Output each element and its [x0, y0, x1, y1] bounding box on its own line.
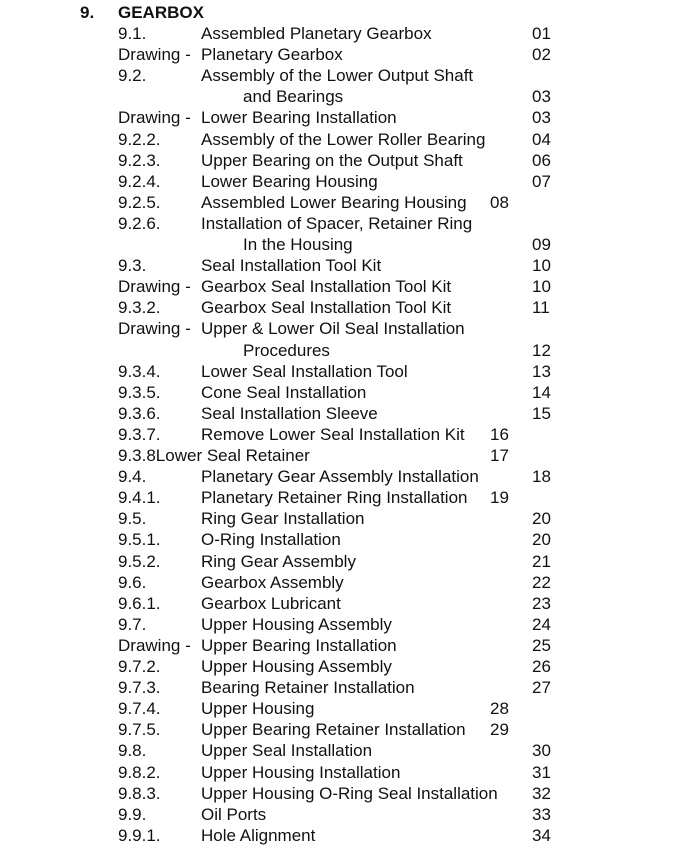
- toc-entry: [0, 719, 700, 740]
- toc-entry-title: Gearbox Seal Installation Tool Kit: [201, 298, 452, 318]
- toc-entry: [0, 255, 700, 276]
- toc-entry: [0, 382, 700, 403]
- toc-entry-page: 24: [532, 614, 551, 634]
- chapter-title: GEARBOX: [118, 3, 204, 22]
- chapter-number: 9.: [80, 3, 95, 22]
- toc-entry: [0, 192, 700, 213]
- toc-entry-title: Ring Gear Installation: [201, 509, 365, 529]
- toc-entry: [0, 340, 700, 361]
- toc-entry-title: Lower Bearing Installation: [201, 108, 397, 128]
- toc-entry-title: Assembly of the Lower Roller Bearing: [201, 129, 486, 149]
- toc-entry-title: Procedures: [243, 340, 330, 360]
- toc-entry-number: 9.4.1.: [118, 488, 161, 508]
- toc-entry-page: 27: [532, 678, 551, 698]
- toc-entry-number: 9.3.6.: [118, 403, 161, 423]
- toc-entry-number: 9.3.5.: [118, 382, 161, 402]
- toc-entry-page: 20: [532, 509, 551, 529]
- toc-entry-page: 15: [532, 403, 551, 423]
- toc-entry: [0, 487, 700, 508]
- toc-entry-title: Upper Housing Assembly: [201, 657, 392, 676]
- toc-entry: [0, 572, 700, 593]
- toc-entry: [0, 318, 700, 339]
- toc-entry-title: Gearbox Assembly: [201, 572, 344, 592]
- toc-entry: [0, 107, 700, 128]
- toc-entry: [0, 698, 700, 719]
- toc-entry-title: Assembled Lower Bearing Housing: [201, 192, 467, 212]
- toc-entry-title: Remove Lower Seal Installation Kit: [201, 424, 465, 444]
- toc-entry-page: 11: [532, 298, 550, 318]
- toc-entry-title: Upper & Lower Oil Seal Installation: [201, 319, 465, 339]
- toc-entry-page: 09: [532, 235, 551, 254]
- toc-entry: [0, 508, 700, 529]
- toc-entry-number: 9.2.5.: [118, 192, 161, 212]
- toc-entry: [0, 656, 700, 677]
- toc-entry-title: Upper Housing Installation: [201, 762, 401, 782]
- toc-entry-page: 23: [532, 593, 551, 613]
- toc-entry-page: 20: [532, 530, 551, 550]
- toc-entry-number: 9.3.7.: [118, 424, 161, 444]
- toc-entry-number: 9.7.2.: [118, 657, 161, 676]
- toc-entry-page: 06: [532, 150, 551, 170]
- toc-entry-number: 9.2.6.: [118, 213, 161, 233]
- toc-entry-title: Seal Installation Tool Kit: [201, 256, 382, 276]
- toc-entry-page: 31: [532, 762, 551, 782]
- toc-entry-number: Drawing -: [118, 277, 191, 297]
- toc-entry-title: Upper Housing O-Ring Seal Installation: [201, 783, 498, 803]
- toc-entry-number: 9.5.2.: [118, 551, 161, 571]
- toc-entry-number: 9.2.2.: [118, 129, 161, 149]
- toc-entry-page: 07: [532, 171, 551, 191]
- toc-entry-number: 9.7.3.: [118, 678, 161, 698]
- toc-entry: [0, 424, 700, 445]
- toc-entry-title: Upper Bearing on the Output Shaft: [201, 150, 463, 170]
- toc-entry-number: Drawing -: [118, 108, 191, 128]
- toc-entry-title: Lower Bearing Housing: [201, 171, 378, 191]
- toc-entry-title: Oil Ports: [201, 804, 267, 824]
- toc-entry-page: 12: [532, 340, 551, 360]
- toc-entry-number: 9.3.: [118, 256, 147, 276]
- toc-entry-page: 03: [532, 87, 551, 107]
- toc-entry-page: 10: [532, 256, 551, 276]
- toc-entry-number: 9.9.: [118, 804, 147, 824]
- toc-entry: [0, 635, 700, 656]
- toc-entry: [0, 65, 700, 86]
- toc-entry-number: 9.8.3.: [118, 783, 161, 803]
- toc-entry: [0, 593, 700, 614]
- toc-entry-number: 9.8.: [118, 741, 147, 761]
- toc-entry-title: Planetary Retainer Ring Installation: [201, 488, 468, 508]
- toc-entry-title: Planetary Gear Assembly Installation: [201, 467, 479, 487]
- toc-entry-number: 9.5.: [118, 509, 147, 529]
- toc-entry-page: 01: [532, 24, 551, 43]
- toc-entry: [0, 150, 700, 171]
- toc-entry-page: 10: [532, 277, 551, 297]
- toc-entry-title: O-Ring Installation: [201, 530, 341, 550]
- toc-entry-page: 29: [490, 720, 509, 740]
- toc-entry-number: 9.2.: [118, 66, 147, 86]
- toc-entry-title: Assembled Planetary Gearbox: [201, 24, 432, 43]
- toc-entry: [0, 213, 700, 234]
- toc-entry-title: Hole Alignment: [201, 825, 316, 845]
- toc-entry-title: and Bearings: [243, 87, 344, 107]
- toc-entry-title: Upper Bearing Installation: [201, 635, 397, 655]
- toc-entry-number: 9.6.1.: [118, 593, 161, 613]
- toc-entry-number: 9.5.1.: [118, 530, 161, 550]
- toc-entry-number: 9.8.2.: [118, 762, 161, 782]
- toc-entry-number: Drawing -: [118, 45, 191, 65]
- toc-entry-number: 9.2.4.: [118, 171, 161, 191]
- toc-entry: [0, 529, 700, 550]
- toc-entry: [0, 276, 700, 297]
- toc-entry: [0, 44, 700, 65]
- toc-entry-page: 02: [532, 45, 551, 65]
- toc-entry-page: 17: [490, 446, 509, 465]
- toc-entry: [0, 86, 700, 107]
- toc-entry-page: 16: [490, 424, 509, 444]
- toc-entry-title: Assembly of the Lower Output Shaft: [201, 66, 474, 86]
- toc-entry-title: Installation of Spacer, Retainer Ring: [201, 213, 473, 233]
- toc-entry: [0, 23, 700, 44]
- toc-entry-page: 30: [532, 741, 551, 761]
- toc-entry-page: 13: [532, 361, 551, 381]
- toc-entry-number: 9.2.3.: [118, 150, 161, 170]
- toc-entry-number: 9.4.: [118, 467, 147, 487]
- toc-entry: [0, 804, 700, 825]
- toc-entry: [0, 677, 700, 698]
- toc-entry: [0, 171, 700, 192]
- toc-entry: [0, 361, 700, 382]
- toc-entry-page: 25: [532, 635, 551, 655]
- toc-entry-title: Seal Installation Sleeve: [201, 403, 378, 423]
- toc-entry: [0, 783, 700, 804]
- toc-entry-title: Ring Gear Assembly: [201, 551, 356, 571]
- toc-entry: [0, 234, 700, 255]
- toc-entry-page: 32: [532, 783, 551, 803]
- toc-entry-page: 03: [532, 108, 551, 128]
- toc-entry-number: 9.3.2.: [118, 298, 161, 318]
- toc-entry-page: 18: [532, 467, 551, 487]
- toc-entry-title: 9.3.8Lower Seal Retainer: [118, 446, 310, 465]
- toc-entry-number: 9.6.: [118, 572, 147, 592]
- toc-entry-title: In the Housing: [243, 235, 353, 254]
- toc-entry: [0, 403, 700, 424]
- toc-entry-page: 08: [490, 192, 509, 212]
- toc-entry: [0, 762, 700, 783]
- toc-entry-number: 9.1.: [118, 24, 147, 43]
- toc-entry-number: 9.7.: [118, 614, 147, 634]
- toc-entry-page: 28: [490, 699, 509, 719]
- toc-entry: [0, 129, 700, 150]
- toc-entry: [0, 740, 700, 761]
- toc-entry-number: 9.9.1.: [118, 825, 161, 845]
- toc-entry-title: Lower Seal Installation Tool: [201, 361, 408, 381]
- toc-entry-page: 34: [532, 825, 551, 845]
- toc-entry: [0, 297, 700, 318]
- toc-entry-title: Planetary Gearbox: [201, 45, 343, 65]
- toc-entry-number: Drawing -: [118, 635, 191, 655]
- toc-entry-title: Upper Bearing Retainer Installation: [201, 720, 466, 740]
- toc-entry: [0, 551, 700, 572]
- toc-entry-title: Cone Seal Installation: [201, 382, 367, 402]
- toc-entry-title: Gearbox Seal Installation Tool Kit: [201, 277, 452, 297]
- toc-entry-page: 33: [532, 804, 551, 824]
- toc-entry-title: Gearbox Lubricant: [201, 593, 341, 613]
- toc-entry-number: 9.3.4.: [118, 361, 161, 381]
- toc-entry-title: Upper Housing Assembly: [201, 614, 392, 634]
- toc-entry-page: 21: [532, 551, 551, 571]
- toc-entry-number: Drawing -: [118, 319, 191, 339]
- toc-entry-page: 14: [532, 382, 551, 402]
- toc-entry-page: 19: [490, 488, 509, 508]
- toc-entry-page: 26: [532, 657, 551, 676]
- toc-entry-title: Upper Housing: [201, 699, 315, 719]
- toc-entry: [0, 825, 700, 846]
- toc-entry-number: 9.7.5.: [118, 720, 161, 740]
- toc-entry: [0, 466, 700, 487]
- toc-entry-page: 04: [532, 129, 551, 149]
- toc-entry-page: 22: [532, 572, 551, 592]
- toc-entry-number: 9.7.4.: [118, 699, 161, 719]
- toc-entry-title: Upper Seal Installation: [201, 741, 373, 761]
- toc-entry: [0, 614, 700, 635]
- toc-entry-title: Bearing Retainer Installation: [201, 678, 415, 698]
- toc-entry: [0, 445, 700, 466]
